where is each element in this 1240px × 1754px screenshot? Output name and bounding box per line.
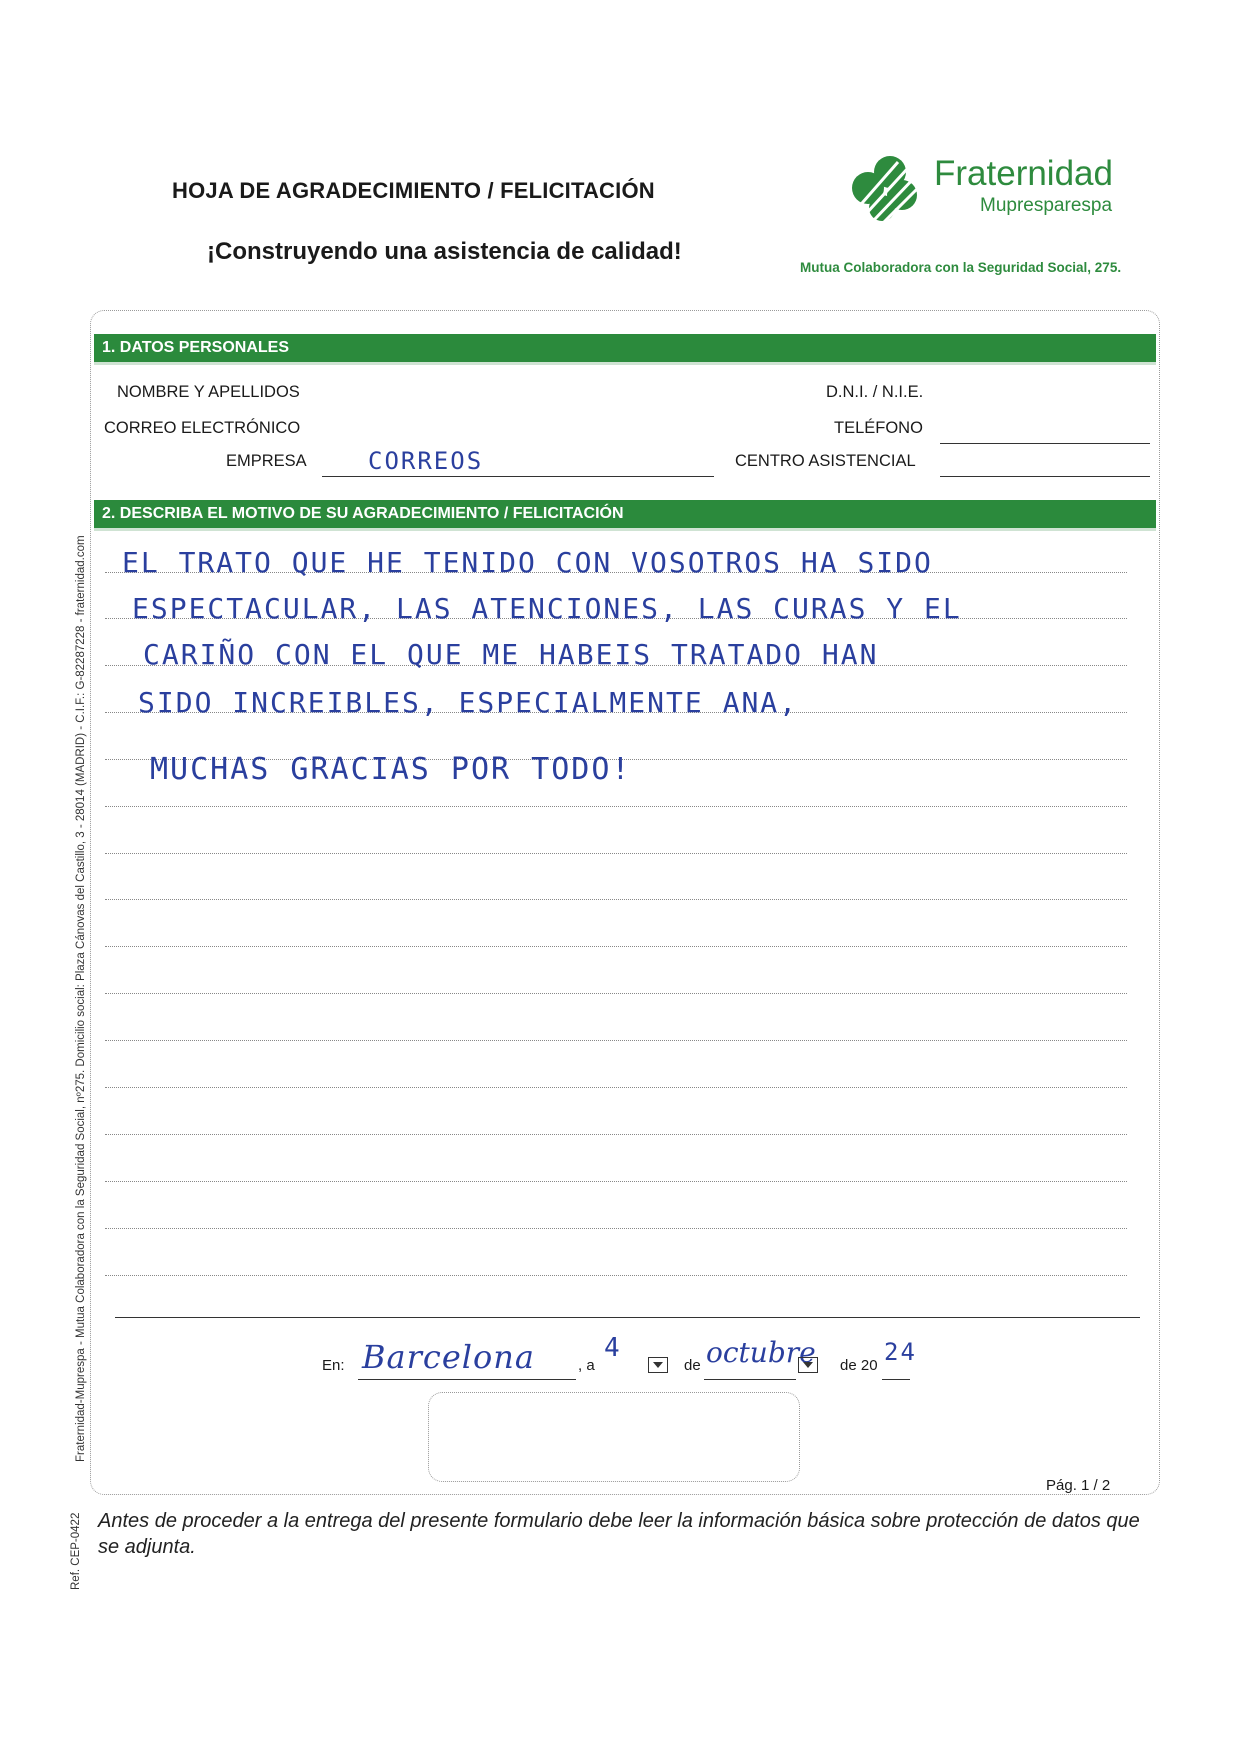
form-title: HOJA DE AGRADECIMIENTO / FELICITACIÓN <box>172 178 655 203</box>
section-1-header: 1. DATOS PERSONALES <box>94 334 1156 362</box>
writing-line <box>105 993 1127 994</box>
handwritten-line-4: SIDO INCREIBLES, ESPECIALMENTE ANA, <box>138 686 799 719</box>
year-field[interactable] <box>882 1378 910 1380</box>
a-label: , a <box>578 1357 595 1374</box>
page-number: Pág. 1 / 2 <box>1046 1477 1111 1494</box>
writing-line <box>105 1181 1127 1182</box>
center-label: CENTRO ASISTENCIAL <box>735 452 916 470</box>
writing-line <box>105 1275 1127 1276</box>
mutua-line: Mutua Colaboradora con la Seguridad Social, 275. <box>800 260 1122 275</box>
center-field[interactable] <box>940 475 1150 477</box>
en-label: En: <box>322 1357 345 1374</box>
writing-line <box>105 853 1127 854</box>
day-value: 4 <box>604 1333 622 1363</box>
name-label: NOMBRE Y APELLIDOS <box>117 383 300 401</box>
handwritten-line-3: CARIÑO CON EL QUE ME HABEIS TRATADO HAN <box>143 638 879 671</box>
de-label: de <box>684 1357 701 1374</box>
day-dropdown-icon[interactable] <box>648 1357 668 1373</box>
reference-code: Ref. CEP-0422 <box>70 1512 82 1590</box>
company-field[interactable] <box>322 475 714 477</box>
writing-line <box>105 1134 1127 1135</box>
year-value: 24 <box>884 1338 917 1366</box>
form-subtitle: ¡Construyendo una asistencia de calidad! <box>207 238 682 265</box>
closing-line <box>115 1316 1140 1318</box>
company-value: CORREOS <box>368 447 484 475</box>
company-label: EMPRESA <box>226 452 307 470</box>
month-dropdown-icon[interactable] <box>798 1357 818 1373</box>
year-prefix: de 20 <box>840 1357 878 1374</box>
writing-line <box>105 946 1127 947</box>
handwritten-line-5: MUCHAS GRACIAS POR TODO! <box>150 752 632 787</box>
place-value: Barcelona <box>362 1338 535 1376</box>
place-field[interactable] <box>358 1378 576 1380</box>
month-field[interactable] <box>704 1378 796 1380</box>
writing-line <box>105 1087 1127 1088</box>
email-label: CORREO ELECTRÓNICO <box>104 419 301 437</box>
logo-name: Fraternidad <box>934 154 1113 193</box>
stamp-box <box>428 1392 800 1482</box>
data-protection-notice: Antes de proceder a la entrega del presente formulario debe leer la información básica sobre protección de datos que se adjunta. <box>98 1510 1140 1558</box>
logo-sub: Mupresparespa <box>980 195 1113 216</box>
side-legal-text: Fraternidad-Muprespa - Mutua Colaboradora con la Seguridad Social, nº275. Domicilio social: Plaza Cánovas del Castillo, 3 - 28014 (MADRID) - C.I.F.: G-82287228 - fraternidad.com <box>75 535 87 1462</box>
phone-label: TELÉFONO <box>834 419 923 437</box>
fraternidad-logo-icon <box>838 150 938 225</box>
writing-line <box>105 899 1127 900</box>
dni-label: D.N.I. / N.I.E. <box>826 383 924 401</box>
writing-line <box>105 1228 1127 1229</box>
writing-line <box>105 1040 1127 1041</box>
month-value: octubre <box>706 1336 816 1369</box>
section-2-header: 2. DESCRIBA EL MOTIVO DE SU AGRADECIMIENTO / FELICITACIÓN <box>94 500 1156 528</box>
handwritten-line-2: ESPECTACULAR, LAS ATENCIONES, LAS CURAS Y EL <box>132 592 962 625</box>
phone-field[interactable] <box>940 442 1150 444</box>
writing-line <box>105 806 1127 807</box>
handwritten-line-1: EL TRATO QUE HE TENIDO CON VOSOTROS HA SIDO <box>122 546 933 579</box>
